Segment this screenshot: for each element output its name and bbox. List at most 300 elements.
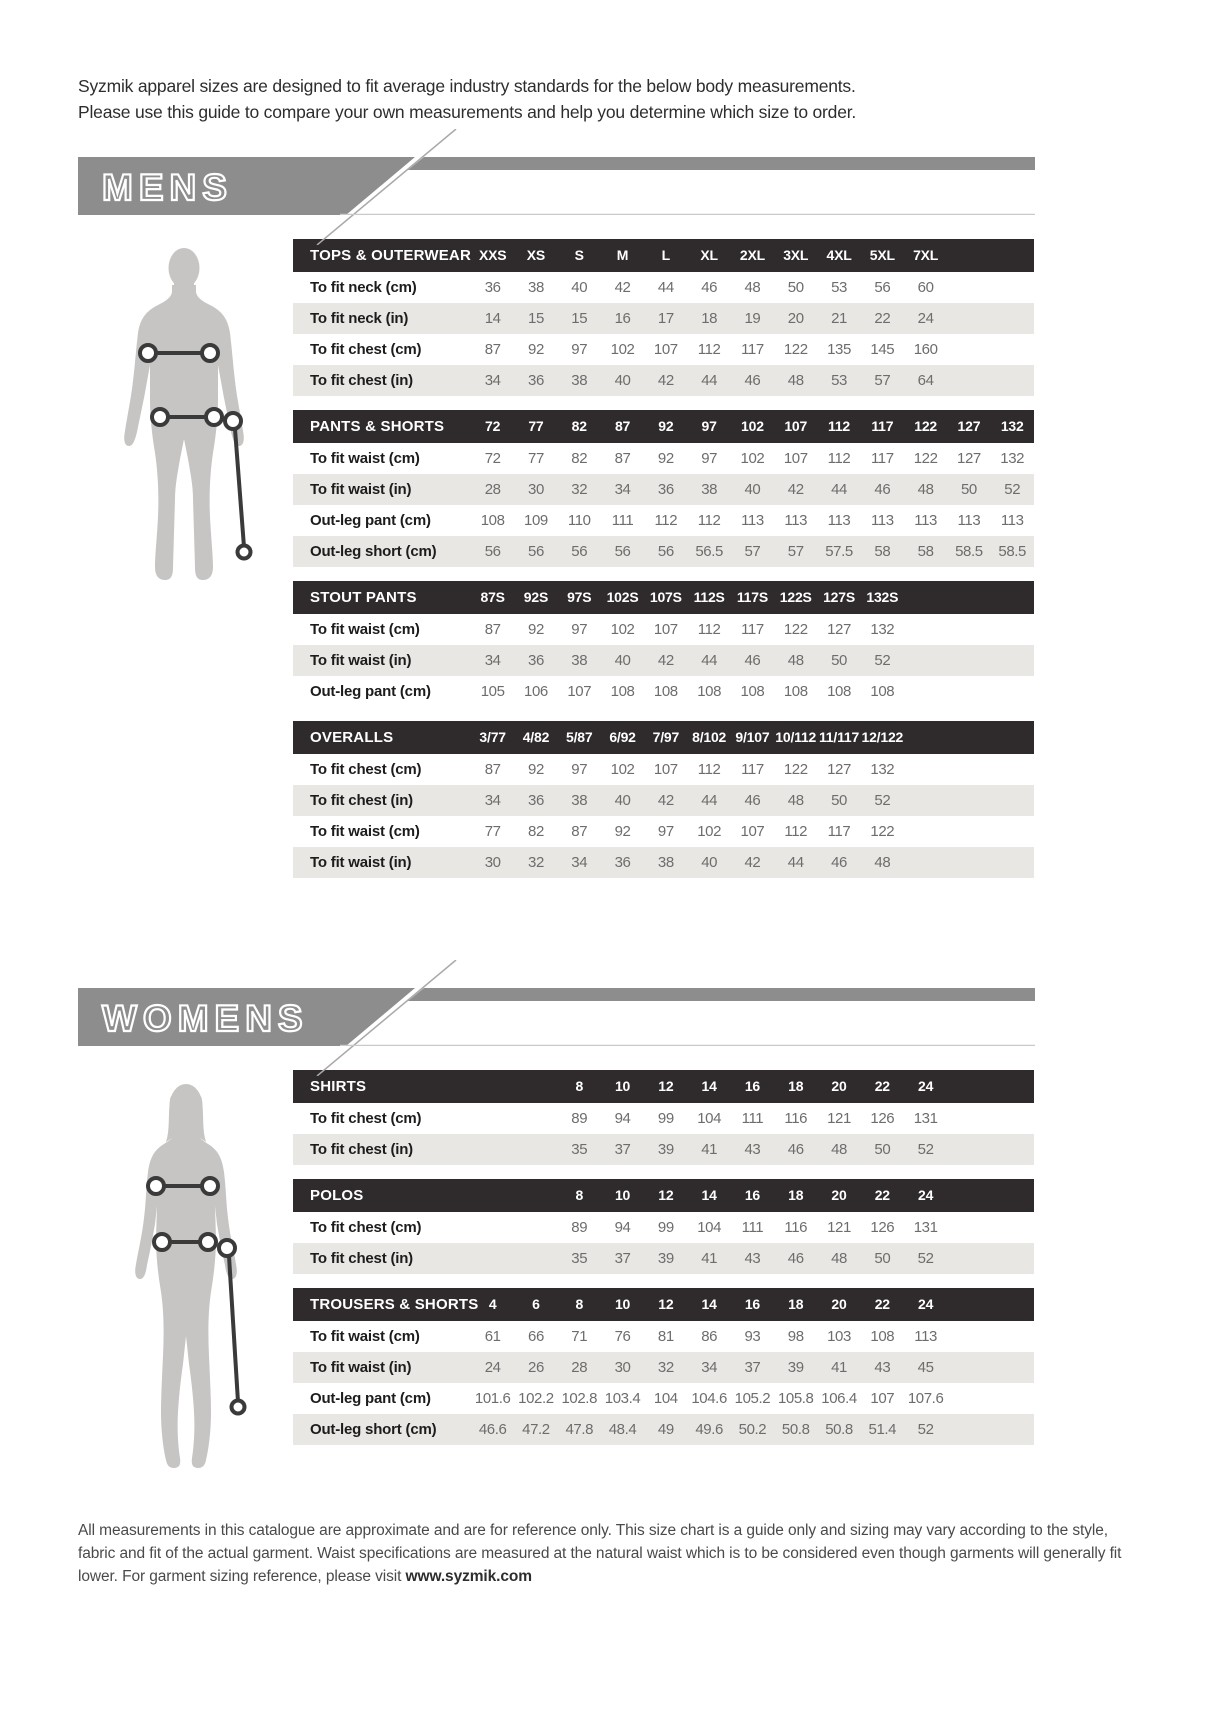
column-header: 24	[918, 1078, 934, 1095]
intro-line-2: Please use this guide to compare your own measurements and help you determine which size to order.	[78, 101, 857, 122]
cell-value: 121	[827, 1109, 851, 1127]
cell-value: 64	[917, 371, 934, 389]
womens-tables	[293, 1070, 1034, 1459]
table-tops-outerwear	[293, 239, 1034, 396]
banner-strip	[408, 157, 1035, 170]
cell-value: 48	[917, 480, 934, 498]
cell-value: 112	[784, 822, 808, 840]
cell-value: 45	[917, 1358, 934, 1376]
table-row	[293, 847, 1034, 878]
cell-value: 40	[744, 480, 761, 498]
cell-value: 41	[701, 1140, 718, 1158]
cell-value: 48	[787, 791, 804, 809]
cell-value: 50.8	[825, 1420, 853, 1438]
cell-value: 145	[870, 340, 895, 358]
cell-value: 107.6	[907, 1389, 944, 1407]
cell-value: 87	[614, 449, 631, 467]
cell-value: 57	[744, 542, 761, 560]
cell-value: 44	[787, 853, 804, 871]
table-title: TOPS & OUTERWEAR	[310, 246, 471, 264]
cell-value: 108	[653, 682, 678, 700]
table-title: SHIRTS	[310, 1077, 367, 1095]
cell-value: 26	[528, 1358, 544, 1376]
row-label: To fit chest (cm)	[310, 760, 422, 778]
cell-value: 121	[827, 1218, 851, 1236]
cell-value: 38	[657, 853, 674, 871]
cell-value: 122	[913, 449, 938, 467]
row-label: Out-leg short (cm)	[310, 542, 437, 560]
column-header: 12	[658, 1296, 674, 1313]
cell-value: 52	[1004, 480, 1021, 498]
cell-value: 50.8	[781, 1420, 810, 1438]
column-header: 10/112	[775, 729, 817, 746]
cell-value: 72	[484, 449, 501, 467]
cell-value: 57	[787, 542, 804, 560]
cell-value: 107	[870, 1389, 895, 1407]
cell-value: 87	[484, 620, 501, 638]
row-label: To fit waist (in)	[310, 480, 412, 498]
row-label: To fit chest (in)	[310, 371, 413, 389]
column-header: 97S	[567, 589, 592, 606]
column-header: 5XL	[869, 247, 895, 264]
table-title: TROUSERS & SHORTS	[310, 1295, 479, 1313]
cell-value: 38	[701, 480, 718, 498]
cell-value: 117	[741, 760, 764, 778]
cell-value: 104.6	[691, 1389, 727, 1407]
cell-value: 97	[701, 449, 718, 467]
cell-value: 49.6	[695, 1420, 723, 1438]
cell-value: 41	[701, 1249, 718, 1267]
womens-section	[78, 988, 1214, 1459]
cell-value: 56	[571, 542, 588, 560]
column-header: 18	[788, 1078, 804, 1095]
cell-value: 108	[480, 511, 505, 529]
column-header: 102S	[606, 589, 639, 606]
cell-value: 117	[741, 340, 764, 358]
row-label: To fit waist (cm)	[310, 822, 420, 840]
column-header: 87	[614, 418, 631, 435]
cell-value: 110	[567, 511, 591, 529]
cell-value: 40	[571, 278, 588, 296]
table-row	[293, 645, 1034, 676]
column-header: 14	[701, 1078, 717, 1095]
table-trousers-shorts	[293, 1288, 1034, 1445]
column-header: 18	[788, 1187, 804, 1204]
table-pants-shorts	[293, 410, 1034, 567]
cell-value: 108	[870, 1327, 895, 1345]
cell-value: 34	[701, 1358, 718, 1376]
cell-value: 97	[571, 620, 588, 638]
cell-value: 117	[741, 620, 764, 638]
table-row	[293, 1352, 1034, 1383]
cell-value: 56	[874, 278, 891, 296]
column-header: 122S	[779, 589, 812, 606]
column-header: 16	[744, 1078, 761, 1095]
cell-value: 98	[787, 1327, 804, 1345]
column-header: 22	[874, 1296, 890, 1313]
cell-value: 44	[657, 278, 674, 296]
cell-value: 50	[960, 480, 977, 498]
column-header: L	[661, 247, 671, 264]
table-header-row	[293, 721, 1034, 754]
cell-value: 116	[784, 1218, 808, 1236]
column-header: 127S	[823, 589, 855, 606]
cell-value: 30	[484, 853, 501, 871]
row-label: To fit waist (cm)	[310, 620, 420, 638]
cell-value: 14	[484, 309, 501, 327]
cell-value: 93	[744, 1327, 761, 1345]
column-header: 132S	[866, 589, 899, 606]
cell-value: 102	[697, 822, 722, 840]
column-header: 20	[831, 1078, 847, 1095]
mens-tables	[293, 239, 1034, 892]
cell-value: 22	[874, 309, 891, 327]
table-row	[293, 754, 1034, 785]
table-header-row	[293, 1179, 1034, 1212]
cell-value: 48	[787, 651, 804, 669]
table-row	[293, 1134, 1034, 1165]
cell-value: 56	[528, 542, 544, 560]
cell-value: 92	[528, 620, 544, 638]
cell-value: 42	[657, 651, 674, 669]
cell-value: 56	[484, 542, 501, 560]
table-row	[293, 1212, 1034, 1243]
cell-value: 113	[741, 511, 764, 529]
cell-value: 44	[701, 791, 718, 809]
cell-value: 52	[874, 651, 891, 669]
cell-value: 127	[827, 760, 851, 778]
cell-value: 46	[701, 278, 718, 296]
cell-value: 46.6	[478, 1420, 507, 1438]
table-header-row	[293, 410, 1034, 443]
cell-value: 50	[874, 1140, 891, 1158]
cell-value: 52	[917, 1249, 934, 1267]
cell-value: 87	[484, 760, 501, 778]
column-header: 127	[957, 418, 981, 435]
cell-value: 94	[614, 1109, 631, 1127]
cell-value: 127	[827, 620, 851, 638]
cell-value: 42	[614, 278, 631, 296]
cell-value: 46	[831, 853, 847, 871]
cell-value: 102.8	[561, 1389, 598, 1407]
cell-value: 36	[614, 853, 631, 871]
cell-value: 116	[784, 1109, 808, 1127]
cell-value: 92	[528, 760, 544, 778]
cell-value: 35	[571, 1249, 588, 1267]
cell-value: 126	[870, 1109, 895, 1127]
cell-value: 50.2	[738, 1420, 767, 1438]
cell-value: 113	[827, 511, 851, 529]
cell-value: 24	[917, 309, 934, 327]
cell-value: 46	[874, 480, 891, 498]
cell-value: 40	[614, 371, 631, 389]
cell-value: 48.4	[608, 1420, 637, 1438]
cell-value: 103.4	[604, 1389, 641, 1407]
mens-banner-label: MENS	[102, 166, 233, 208]
cell-value: 89	[571, 1109, 588, 1127]
column-header: 20	[831, 1296, 847, 1313]
cell-value: 131	[913, 1109, 938, 1127]
cell-value: 107	[653, 760, 678, 778]
footer-note	[78, 1519, 1140, 1589]
cell-value: 47.8	[565, 1420, 594, 1438]
table-row	[293, 1103, 1034, 1134]
column-header: 8	[575, 1187, 584, 1204]
row-label: To fit chest (in)	[310, 791, 413, 809]
cell-value: 106	[524, 682, 548, 700]
intro-line-1: Syzmik apparel sizes are designed to fit average industry standards for the below body measurements.	[78, 76, 856, 96]
cell-value: 97	[571, 760, 588, 778]
cell-value: 82	[571, 449, 588, 467]
cell-value: 36	[528, 371, 544, 389]
cell-value: 113	[784, 511, 808, 529]
column-header: 22	[874, 1078, 890, 1095]
cell-value: 48	[744, 278, 761, 296]
column-header: 24	[918, 1187, 934, 1204]
cell-value: 113	[914, 511, 937, 529]
cell-value: 30	[528, 480, 544, 498]
column-header: XXS	[478, 247, 507, 264]
row-label: To fit chest (cm)	[310, 340, 422, 358]
cell-value: 111	[741, 1109, 764, 1127]
cell-value: 77	[484, 822, 501, 840]
table-row	[293, 536, 1034, 567]
cell-value: 42	[657, 791, 674, 809]
table-row	[293, 272, 1034, 303]
cell-value: 112	[827, 449, 851, 467]
cell-value: 108	[610, 682, 635, 700]
cell-value: 81	[657, 1327, 674, 1345]
cell-value: 50	[831, 651, 847, 669]
cell-value: 87	[571, 822, 588, 840]
column-header: 82	[571, 418, 587, 435]
cell-value: 37	[614, 1249, 631, 1267]
cell-value: 106.4	[821, 1389, 857, 1407]
cell-value: 89	[571, 1218, 588, 1236]
cell-value: 36	[528, 651, 544, 669]
female-silhouette	[128, 1082, 250, 1470]
cell-value: 37	[744, 1358, 761, 1376]
cell-value: 108	[697, 682, 722, 700]
row-label: To fit waist (in)	[310, 853, 412, 871]
column-header: 14	[701, 1296, 717, 1313]
table-row	[293, 1243, 1034, 1274]
cell-value: 44	[701, 371, 718, 389]
column-header: 117	[871, 418, 894, 435]
cell-value: 104	[653, 1389, 678, 1407]
column-header: 72	[485, 418, 501, 435]
cell-value: 105	[480, 682, 505, 700]
cell-value: 92	[528, 340, 544, 358]
cell-value: 102	[610, 760, 635, 778]
column-header: M	[616, 247, 629, 264]
mens-section	[78, 157, 1214, 892]
column-header: 10	[614, 1187, 631, 1204]
row-label: To fit chest (cm)	[310, 1109, 422, 1127]
table-shirts	[293, 1070, 1034, 1165]
intro-text	[78, 74, 1078, 126]
table-row	[293, 614, 1034, 645]
column-header: 6/92	[609, 729, 636, 746]
cell-value: 41	[831, 1358, 847, 1376]
cell-value: 42	[657, 371, 674, 389]
cell-value: 112	[697, 511, 721, 529]
row-label: To fit waist (cm)	[310, 449, 420, 467]
cell-value: 21	[831, 309, 847, 327]
cell-value: 113	[914, 1327, 937, 1345]
cell-value: 40	[614, 791, 631, 809]
cell-value: 50	[874, 1249, 891, 1267]
cell-value: 76	[614, 1327, 631, 1345]
cell-value: 122	[783, 620, 808, 638]
column-header: 4	[488, 1296, 497, 1313]
table-row	[293, 816, 1034, 847]
column-header: 3XL	[783, 247, 809, 264]
cell-value: 135	[827, 340, 851, 358]
cell-value: 15	[571, 309, 588, 327]
cell-value: 131	[913, 1218, 938, 1236]
cell-value: 102	[610, 620, 635, 638]
cell-value: 61	[484, 1327, 501, 1345]
cell-value: 132	[1000, 449, 1025, 467]
cell-value: 105.2	[734, 1389, 771, 1407]
cell-value: 107	[567, 682, 592, 700]
column-header: 10	[614, 1078, 631, 1095]
cell-value: 108	[827, 682, 851, 700]
row-label: To fit neck (in)	[310, 309, 409, 327]
cell-value: 97	[657, 822, 674, 840]
cell-value: 34	[484, 791, 501, 809]
row-label: Out-leg pant (cm)	[310, 682, 431, 700]
column-header: 87S	[480, 589, 505, 606]
column-header: 12/122	[861, 729, 904, 746]
table-title: PANTS & SHORTS	[310, 417, 445, 435]
cell-value: 38	[571, 791, 588, 809]
column-header: S	[574, 247, 584, 264]
column-header: 117S	[736, 589, 768, 606]
table-stout-pants	[293, 581, 1034, 707]
mens-banner-graphic	[78, 129, 1035, 245]
cell-value: 132	[870, 620, 895, 638]
column-header: 92S	[523, 589, 549, 606]
cell-value: 28	[484, 480, 501, 498]
column-header: 5/87	[566, 729, 593, 746]
column-header: 3/77	[479, 729, 506, 746]
table-row	[293, 365, 1034, 396]
table-row	[293, 443, 1034, 474]
cell-value: 94	[614, 1218, 631, 1236]
column-header: 16	[744, 1187, 761, 1204]
cell-value: 53	[831, 371, 847, 389]
cell-value: 53	[831, 278, 847, 296]
cell-value: 105.8	[777, 1389, 814, 1407]
column-header: 4XL	[826, 247, 852, 264]
cell-value: 58	[917, 542, 934, 560]
table-row	[293, 505, 1034, 536]
cell-value: 48	[831, 1249, 847, 1267]
column-header: 77	[528, 418, 544, 435]
row-label: To fit chest (in)	[310, 1140, 413, 1158]
cell-value: 48	[831, 1140, 847, 1158]
cell-value: 47.2	[522, 1420, 550, 1438]
column-header: 24	[918, 1296, 934, 1313]
column-header: 9/107	[735, 729, 770, 746]
column-header: 132	[1000, 418, 1024, 435]
cell-value: 34	[484, 371, 501, 389]
cell-value: 112	[697, 340, 721, 358]
cell-value: 109	[524, 511, 548, 529]
cell-value: 19	[744, 309, 761, 327]
cell-value: 108	[870, 682, 895, 700]
cell-value: 46	[787, 1140, 804, 1158]
row-label: To fit waist (cm)	[310, 1327, 420, 1345]
cell-value: 92	[614, 822, 631, 840]
column-header: XS	[526, 247, 546, 264]
column-header: 112	[828, 418, 851, 435]
cell-value: 40	[614, 651, 631, 669]
cell-value: 50	[787, 278, 804, 296]
column-header: 12	[658, 1078, 674, 1095]
cell-value: 82	[528, 822, 544, 840]
column-header: 10	[614, 1296, 631, 1313]
cell-value: 39	[657, 1249, 674, 1267]
cell-value: 107	[783, 449, 808, 467]
cell-value: 104	[697, 1109, 722, 1127]
row-label: To fit waist (in)	[310, 651, 412, 669]
cell-value: 57.5	[825, 542, 853, 560]
cell-value: 16	[614, 309, 631, 327]
cell-value: 92	[657, 449, 674, 467]
column-header: 6	[532, 1296, 540, 1313]
table-row	[293, 334, 1034, 365]
table-title: OVERALLS	[310, 728, 394, 746]
cell-value: 35	[571, 1140, 588, 1158]
cell-value: 38	[571, 651, 588, 669]
cell-value: 113	[1000, 511, 1024, 529]
cell-value: 107	[653, 340, 678, 358]
cell-value: 36	[484, 278, 501, 296]
row-label: To fit chest (cm)	[310, 1218, 422, 1236]
mens-banner	[78, 157, 1035, 215]
cell-value: 58.5	[998, 542, 1027, 560]
column-header: 107S	[649, 589, 682, 606]
cell-value: 30	[614, 1358, 631, 1376]
table-row	[293, 676, 1034, 707]
cell-value: 42	[787, 480, 804, 498]
womens-banner-label: WOMENS	[102, 997, 309, 1039]
cell-value: 48	[787, 371, 804, 389]
website-link[interactable]: www.syzmik.com	[405, 1568, 532, 1586]
row-label: Out-leg pant (cm)	[310, 511, 431, 529]
female-body-shape	[135, 1124, 237, 1468]
cell-value: 46	[787, 1249, 804, 1267]
cell-value: 58.5	[955, 542, 983, 560]
cell-value: 52	[874, 791, 891, 809]
column-header: 102	[741, 418, 764, 435]
cell-value: 97	[571, 340, 588, 358]
cell-value: 52	[917, 1420, 934, 1438]
table-overalls	[293, 721, 1034, 878]
cell-value: 108	[740, 682, 765, 700]
cell-value: 117	[827, 822, 851, 840]
cell-value: 43	[744, 1140, 761, 1158]
cell-value: 51.4	[868, 1420, 897, 1438]
cell-value: 36	[528, 791, 544, 809]
cell-value: 126	[870, 1218, 895, 1236]
cell-value: 112	[654, 511, 678, 529]
cell-value: 20	[787, 309, 804, 327]
cell-value: 107	[653, 620, 678, 638]
